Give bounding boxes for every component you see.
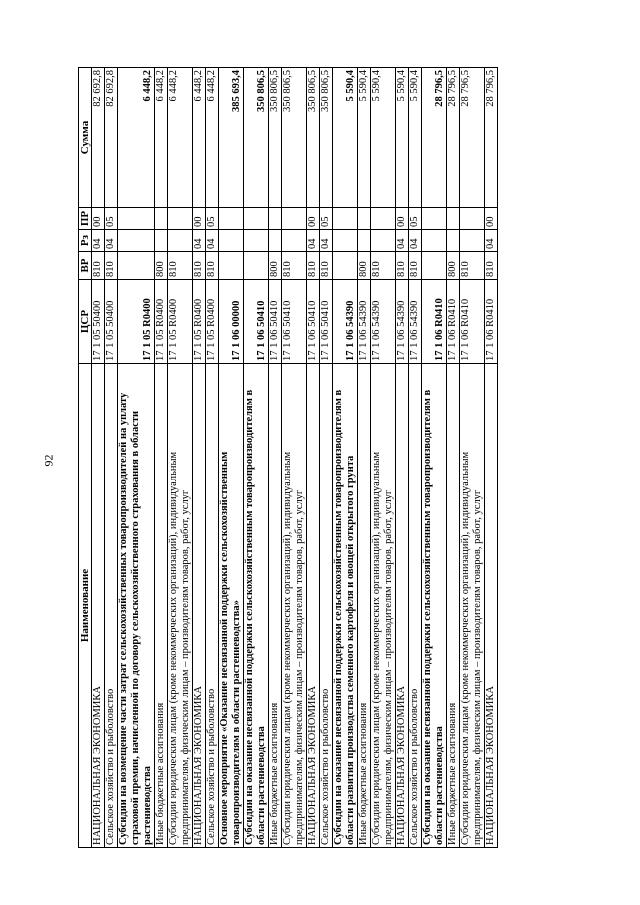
cell-csr: 17 1 06 R0410 [422,280,447,364]
header-name: Наименование [79,364,92,848]
cell-name: Субсидии юридическим лицам (кроме некоммерческих организаций), индивидуальным предпринимателям, физическим лицам – производителям товаров, работ, услуг [168,364,193,848]
page-number-text: 92 [41,454,56,466]
cell-sum: 82 692,8 [92,68,105,208]
cell-pr: 00 [485,208,498,230]
cell-csr: 17 1 06 54390 [409,280,422,364]
cell-rz: 04 [105,230,118,252]
cell-vr: 810 [282,252,307,280]
cell-rz [118,230,155,252]
cell-name: Сельское хозяйство и рыболовство [206,364,219,848]
cell-rz [460,230,485,252]
cell-sum: 350 806,5 [269,68,282,208]
cell-csr: 17 1 06 50410 [320,280,333,364]
cell-sum: 6 448,2 [155,68,168,208]
cell-rz: 04 [193,230,206,252]
cell-vr: 800 [269,252,282,280]
table-row [447,68,460,848]
cell-rz [422,230,447,252]
table-row [409,68,422,848]
cell-sum: 6 448,2 [118,68,155,208]
cell-csr: 17 1 06 54390 [333,280,358,364]
cell-name: Субсидии на оказание несвязанной поддержки сельскохозяйственным товаропроизводителям в области развития производства семенного картофеля и овощей открытого грунта [333,364,358,848]
cell-name: Иные бюджетные ассигнования [447,364,460,848]
table-row [206,68,219,848]
cell-pr [244,208,269,230]
cell-pr: 00 [396,208,409,230]
cell-csr: 17 1 06 54390 [396,280,409,364]
cell-sum: 82 692,8 [105,68,118,208]
cell-pr [219,208,244,230]
cell-pr [371,208,396,230]
cell-sum: 350 806,5 [320,68,333,208]
cell-sum: 6 448,2 [168,68,193,208]
table-row [307,68,320,848]
cell-name: Иные бюджетные ассигнования [358,364,371,848]
cell-rz: 04 [206,230,219,252]
table-row [422,68,447,848]
cell-sum: 6 448,2 [193,68,206,208]
cell-pr [118,208,155,230]
cell-pr: 05 [409,208,422,230]
cell-rz: 04 [307,230,320,252]
cell-pr: 05 [105,208,118,230]
cell-rz: 04 [92,230,105,252]
cell-rz [269,230,282,252]
table-row [118,68,155,848]
cell-sum: 350 806,5 [282,68,307,208]
table-row [333,68,358,848]
cell-sum: 350 806,5 [244,68,269,208]
cell-name: Сельское хозяйство и рыболовство [409,364,422,848]
cell-pr [333,208,358,230]
header-rz: Рз [79,230,92,252]
table-row [485,68,498,848]
cell-pr [358,208,371,230]
cell-sum: 5 590,4 [358,68,371,208]
page-number [43,445,55,475]
cell-vr: 810 [485,252,498,280]
cell-sum: 5 590,4 [333,68,358,208]
cell-sum: 350 806,5 [307,68,320,208]
cell-rz: 04 [320,230,333,252]
table-row [320,68,333,848]
cell-rz [333,230,358,252]
table-row [219,68,244,848]
cell-name: Иные бюджетные ассигнования [155,364,168,848]
cell-pr [447,208,460,230]
cell-sum: 28 796,5 [447,68,460,208]
cell-vr: 810 [409,252,422,280]
cell-rz [371,230,396,252]
cell-pr: 05 [320,208,333,230]
cell-vr: 810 [206,252,219,280]
cell-name: Субсидии на оказание несвязанной поддержки сельскохозяйственным товаропроизводителям в области растениеводства [422,364,447,848]
cell-csr: 17 1 05 50400 [92,280,105,364]
cell-vr: 810 [168,252,193,280]
cell-name: НАЦИОНАЛЬНАЯ ЭКОНОМИКА [92,364,105,848]
cell-rz [358,230,371,252]
table-header-row [79,68,92,848]
cell-vr: 800 [447,252,460,280]
cell-vr [244,252,269,280]
cell-pr [155,208,168,230]
cell-sum: 385 693,4 [219,68,244,208]
cell-sum: 5 590,4 [409,68,422,208]
cell-pr: 00 [307,208,320,230]
table-row [460,68,485,848]
cell-name: Субсидии юридическим лицам (кроме некоммерческих организаций), индивидуальным предпринимателям, физическим лицам – производителям товаров, работ, услуг [371,364,396,848]
cell-pr [269,208,282,230]
cell-sum: 28 796,5 [485,68,498,208]
cell-rz [244,230,269,252]
cell-rz [155,230,168,252]
table-row [105,68,118,848]
cell-rz [168,230,193,252]
cell-vr: 810 [307,252,320,280]
cell-vr: 810 [371,252,396,280]
budget-table [78,67,498,848]
cell-vr: 810 [193,252,206,280]
table-row [358,68,371,848]
cell-pr [168,208,193,230]
cell-csr: 17 1 06 50410 [307,280,320,364]
cell-csr: 17 1 05 50400 [105,280,118,364]
cell-csr: 17 1 06 54390 [358,280,371,364]
cell-rz: 04 [396,230,409,252]
cell-sum: 28 796,5 [422,68,447,208]
cell-vr: 810 [92,252,105,280]
cell-vr: 810 [460,252,485,280]
cell-name: Субсидии на оказание несвязанной поддержки сельскохозяйственным товаропроизводителям в области растениеводства [244,364,269,848]
cell-name: Сельское хозяйство и рыболовство [320,364,333,848]
cell-name: НАЦИОНАЛЬНАЯ ЭКОНОМИКА [193,364,206,848]
cell-csr: 17 1 06 50410 [282,280,307,364]
cell-pr [460,208,485,230]
cell-csr: 17 1 05 R0400 [168,280,193,364]
cell-csr: 17 1 05 R0400 [206,280,219,364]
table-row [371,68,396,848]
cell-vr [118,252,155,280]
cell-rz [219,230,244,252]
cell-rz [282,230,307,252]
rotated-table-container [78,68,586,848]
table-row [92,68,105,848]
cell-name: Сельское хозяйство и рыболовство [105,364,118,848]
cell-pr: 00 [193,208,206,230]
table-row [396,68,409,848]
cell-vr: 810 [105,252,118,280]
cell-csr: 17 1 05 R0400 [118,280,155,364]
cell-rz [447,230,460,252]
cell-vr: 800 [155,252,168,280]
cell-pr [282,208,307,230]
cell-name: НАЦИОНАЛЬНАЯ ЭКОНОМИКА [485,364,498,848]
cell-csr: 17 1 06 R0410 [460,280,485,364]
table-row [244,68,269,848]
cell-vr: 800 [358,252,371,280]
cell-csr: 17 1 06 50410 [244,280,269,364]
cell-csr: 17 1 06 00000 [219,280,244,364]
header-sum: Сумма [79,68,92,208]
table-body [92,68,498,848]
header-vr: ВР [79,252,92,280]
cell-vr [422,252,447,280]
cell-sum: 5 590,4 [396,68,409,208]
cell-name: Иные бюджетные ассигнования [269,364,282,848]
cell-csr: 17 1 05 R0400 [193,280,206,364]
table-row [269,68,282,848]
cell-pr: 00 [92,208,105,230]
cell-name: НАЦИОНАЛЬНАЯ ЭКОНОМИКА [396,364,409,848]
table-row [193,68,206,848]
table-row [155,68,168,848]
cell-vr [219,252,244,280]
cell-sum: 28 796,5 [460,68,485,208]
table-row [282,68,307,848]
header-pr: ПР [79,208,92,230]
header-csr: ЦСР [79,280,92,364]
cell-pr: 05 [206,208,219,230]
cell-vr: 810 [320,252,333,280]
cell-csr: 17 1 06 R0410 [447,280,460,364]
cell-csr: 17 1 06 50410 [269,280,282,364]
cell-name: Субсидии юридическим лицам (кроме некоммерческих организаций), индивидуальным предпринимателям, физическим лицам – производителям товаров, работ, услуг [282,364,307,848]
cell-sum: 5 590,4 [371,68,396,208]
cell-rz: 04 [485,230,498,252]
cell-vr: 810 [396,252,409,280]
cell-pr [422,208,447,230]
cell-name: НАЦИОНАЛЬНАЯ ЭКОНОМИКА [307,364,320,848]
cell-csr: 17 1 06 54390 [371,280,396,364]
cell-name: Основное мероприятие «Оказание несвязанной поддержки сельскохозяйственным товаропроизводителям в области растениеводства» [219,364,244,848]
table-row [168,68,193,848]
cell-name: Субсидии на возмещение части затрат сельскохозяйственных товаропроизводителей на уплату страховой премии, начисленной по договору сельскохозяйственного страхования в области растениеводства [118,364,155,848]
cell-vr [333,252,358,280]
cell-rz: 04 [409,230,422,252]
cell-name: Субсидии юридическим лицам (кроме некоммерческих организаций), индивидуальным предпринимателям, физическим лицам – производителям товаров, работ, услуг [460,364,485,848]
cell-csr: 17 1 05 R0400 [155,280,168,364]
cell-sum: 6 448,2 [206,68,219,208]
cell-csr: 17 1 06 R0410 [485,280,498,364]
